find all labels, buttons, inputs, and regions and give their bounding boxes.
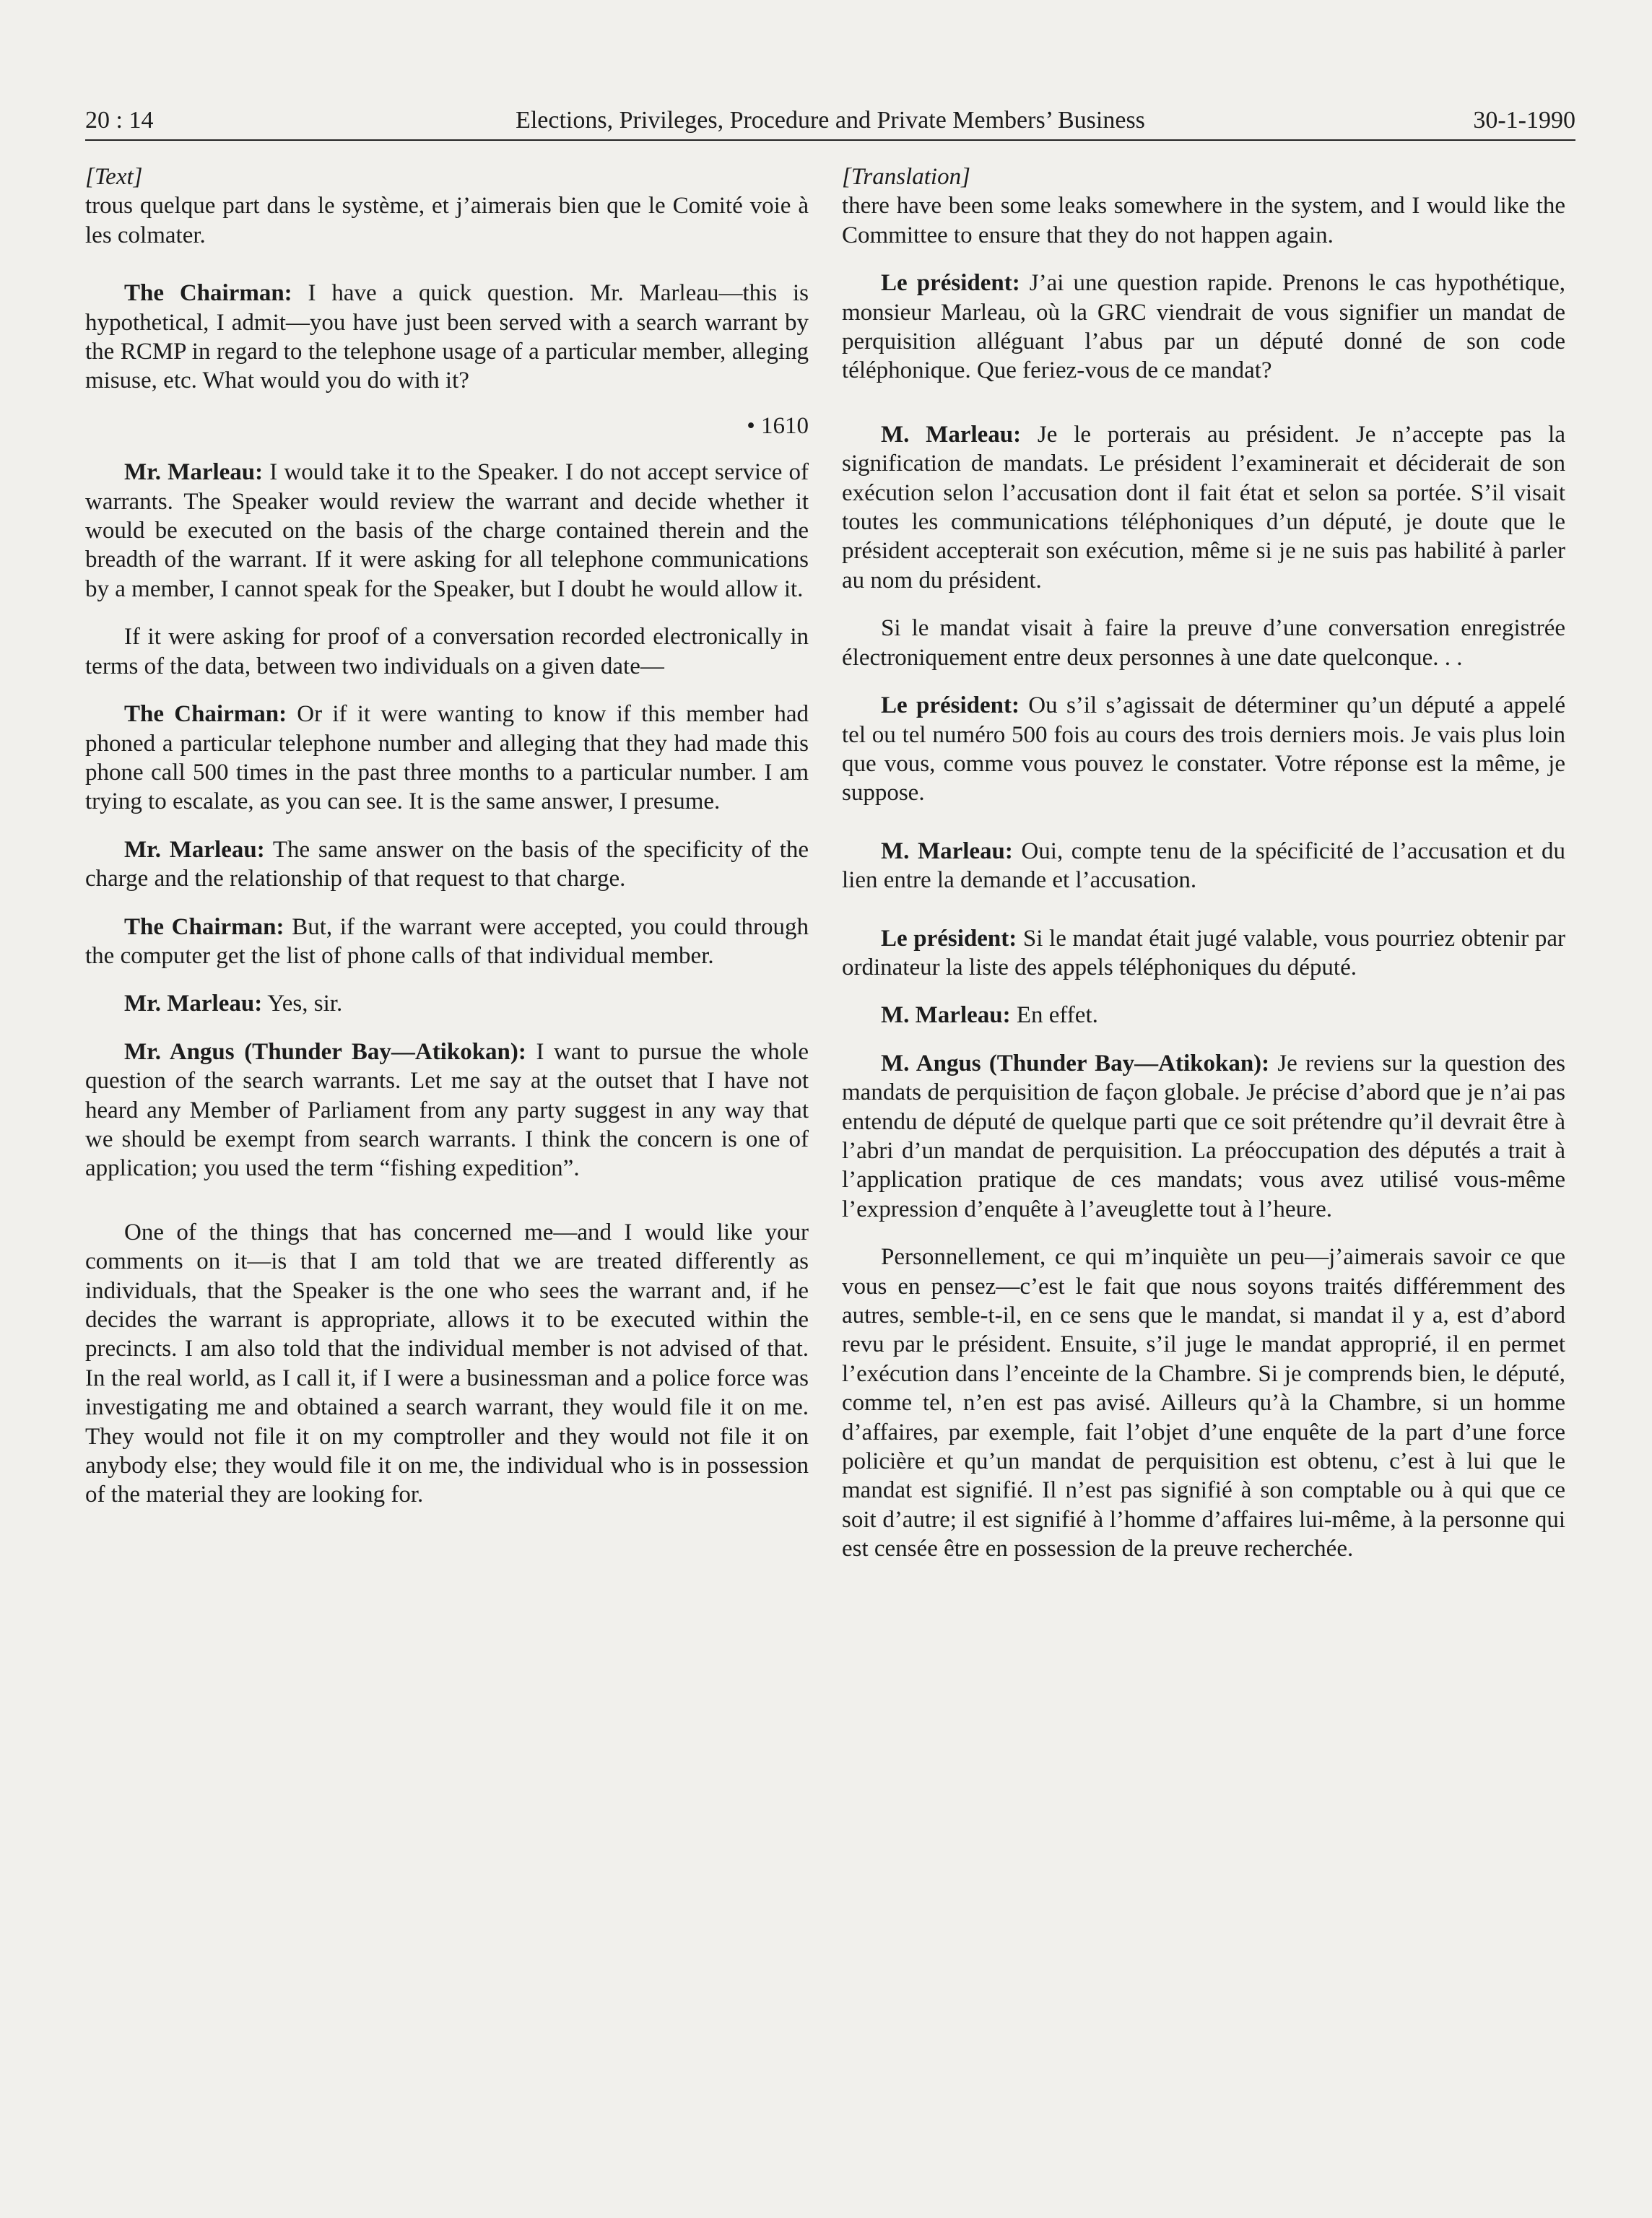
- column-tag: [Text]: [85, 164, 143, 190]
- paragraph: The Chairman: Or if it were wanting to know if this member had phoned a particular telephone number and alleging that they had made this phone call 500 times in the past three months to a particular number. I am trying to escalate, as you can see. It is the same answer, I presume.: [85, 701, 809, 815]
- speaker-name: Mr. Angus (Thunder Bay—Atikokan):: [124, 1038, 526, 1065]
- speaker-name: Mr. Marleau:: [124, 836, 265, 863]
- english-column: [85, 162, 809, 1528]
- paragraph: Le président: Ou s’il s’agissait de déterminer qu’un député a appelé tel ou tel numéro 500 fois au cours des trois derniers mois. Je vais plus loin que vous, comme vous pouvez le constater. Votre réponse est la même, je suppose.: [842, 692, 1565, 806]
- publication-date: 30-1-1990: [1473, 107, 1575, 134]
- paragraph: M. Marleau: Oui, compte tenu de la spécificité de l’accusation et du lien entre la demande et l’accusation.: [842, 838, 1565, 894]
- speaker-name: M. Marleau:: [881, 421, 1022, 448]
- speaker-name: Le président:: [881, 270, 1020, 297]
- paragraph: there have been some leaks somewhere in the system, and I would like the Committee to ensure that they do not happen again.: [842, 193, 1565, 248]
- speaker-name: The Chairman:: [124, 280, 292, 307]
- speaker-name: Le président:: [881, 692, 1020, 719]
- paragraph: Mr. Angus (Thunder Bay—Atikokan): I want to pursue the whole question of the search warrants. Let me say at the outset that I have not heard any Member of Parliament from any party suggest in any way that we should be exempt from search warrants. I think the concern is one of application; you used the term “fishing expedition”.: [85, 1038, 809, 1182]
- speaker-name: Le président:: [881, 925, 1017, 952]
- paragraph: Personnellement, ce qui m’inquiète un peu—j’aimerais savoir ce que vous en pensez—c’est le fait que nous soyons traités différemment des autres, semble-t-il, en ce sens que le mandat, si mandat il y a, est d’abord revu par le président. Ensuite, s’il juge le mandat approprié, il en permet l’exécution dans l’enceinte de la Chambre. Si je comprends bien, le député, comme tel, n’en est pas avisé. Ailleurs qu’à la Chambre, si un homme d’affaires, par exemple, fait l’objet d’une enquête de la part d’une force policière et qu’un mandat de perquisition est obtenu, c’est à lui que le mandat est signifié. Il n’est pas signifié à son comptable ou à qui que ce soit d’autre; il est signifié à l’homme d’affaires lui-même, à la personne qui est censée être en possession de la preuve recherchée.: [842, 1244, 1565, 1562]
- time-stamp: • 1610: [747, 412, 809, 439]
- paragraph: M. Marleau: En effet.: [881, 1002, 1098, 1029]
- speaker-name: M. Marleau:: [881, 838, 1013, 864]
- paragraph: The Chairman: But, if the warrant were accepted, you could through the computer get the list of phone calls of that individual member.: [85, 913, 809, 969]
- page-number: 20 : 14: [85, 107, 154, 134]
- french-column: [842, 162, 1565, 1583]
- speaker-name: The Chairman:: [124, 913, 284, 940]
- speaker-name: Mr. Marleau:: [124, 991, 263, 1017]
- paragraph: M. Angus (Thunder Bay—Atikokan): Je reviens sur la question des mandats de perquisition de façon globale. Je précise d’abord que je n’ai pas entendu de député de quelque parti que ce soit prétendre qu’il devrait être à l’abri d’un mandat de perquisition. La préoccupation des députés a trait à l’application pratique de ces mandats; vous avez utilisé vous-même l’expression d’enquête à l’aveuglette tout à l’heure.: [842, 1050, 1565, 1222]
- speaker-name: M. Angus (Thunder Bay—Atikokan):: [881, 1050, 1270, 1077]
- column-tag: [Translation]: [842, 164, 970, 190]
- paragraph: Le président: Si le mandat était jugé valable, vous pourriez obtenir par ordinateur la liste des appels téléphoniques du député.: [842, 925, 1565, 980]
- speaker-name: The Chairman:: [124, 701, 287, 728]
- page-header: [85, 103, 1575, 139]
- paragraph: If it were asking for proof of a conversation recorded electronically in terms of the data, between two individuals on a given date—: [85, 624, 809, 679]
- paragraph: The Chairman: I have a quick question. Mr. Marleau—this is hypothetical, I admit—you have just been served with a search warrant by the RCMP in regard to the telephone usage of a particular member, alleging misuse, etc. What would you do with it?: [85, 280, 809, 394]
- paragraph: Si le mandat visait à faire la preuve d’une conversation enregistrée électroniquement entre deux personnes à une date quelconque. . .: [842, 615, 1565, 671]
- speaker-name: M. Marleau:: [881, 1002, 1011, 1029]
- paragraph: Mr. Marleau: The same answer on the basis of the specificity of the charge and the relationship of that request to that charge.: [85, 836, 809, 892]
- paragraph: trous quelque part dans le système, et j’aimerais bien que le Comité voie à les colmater.: [85, 193, 809, 248]
- paragraph: Mr. Marleau: Yes, sir.: [124, 991, 343, 1017]
- header-rule: [85, 139, 1575, 141]
- paragraph: One of the things that has concerned me—and I would like your comments on it—is that I am told that we are treated differently as individuals, that the Speaker is the one who sees the warrant and, if he decides the warrant is appropriate, allows it to be executed within the precincts. I am also told that the individual member is not advised of that. In the real world, as I call it, if I were a businessman and a police force was investigating me and obtained a search warrant, they would file it on me. They would not file it on my comptroller and they would not file it on anybody else; they would file it on me, the individual who is in possession of the material they are looking for.: [85, 1219, 809, 1508]
- paragraph: M. Marleau: Je le porterais au président. Je n’accepte pas la signification de mandats. Le président l’examinerait et déciderait de son exécution selon l’accusation dont il fait état et selon sa portée. S’il visait toutes les communications téléphoniques d’un député, je doute que le président accepterait son exécution, même si je ne suis pas habilité à parler au nom du président.: [842, 421, 1565, 593]
- speaker-name: Mr. Marleau:: [124, 459, 264, 486]
- publication-title: Elections, Privileges, Procedure and Private Members’ Business: [516, 107, 1145, 134]
- paragraph: Le président: J’ai une question rapide. Prenons le cas hypothétique, monsieur Marleau, où la GRC viendrait de vous signifier un mandat de perquisition alléguant l’abus par un député donné de son code téléphonique. Que feriez-vous de ce mandat?: [842, 270, 1565, 384]
- paragraph: Mr. Marleau: I would take it to the Speaker. I do not accept service of warrants. The Speaker would review the warrant and decide whether it would be executed on the basis of the charge contained therein and the breadth of the warrant. If it were asking for all telephone communications by a member, I cannot speak for the Speaker, but I doubt he would allow it.: [85, 459, 809, 602]
